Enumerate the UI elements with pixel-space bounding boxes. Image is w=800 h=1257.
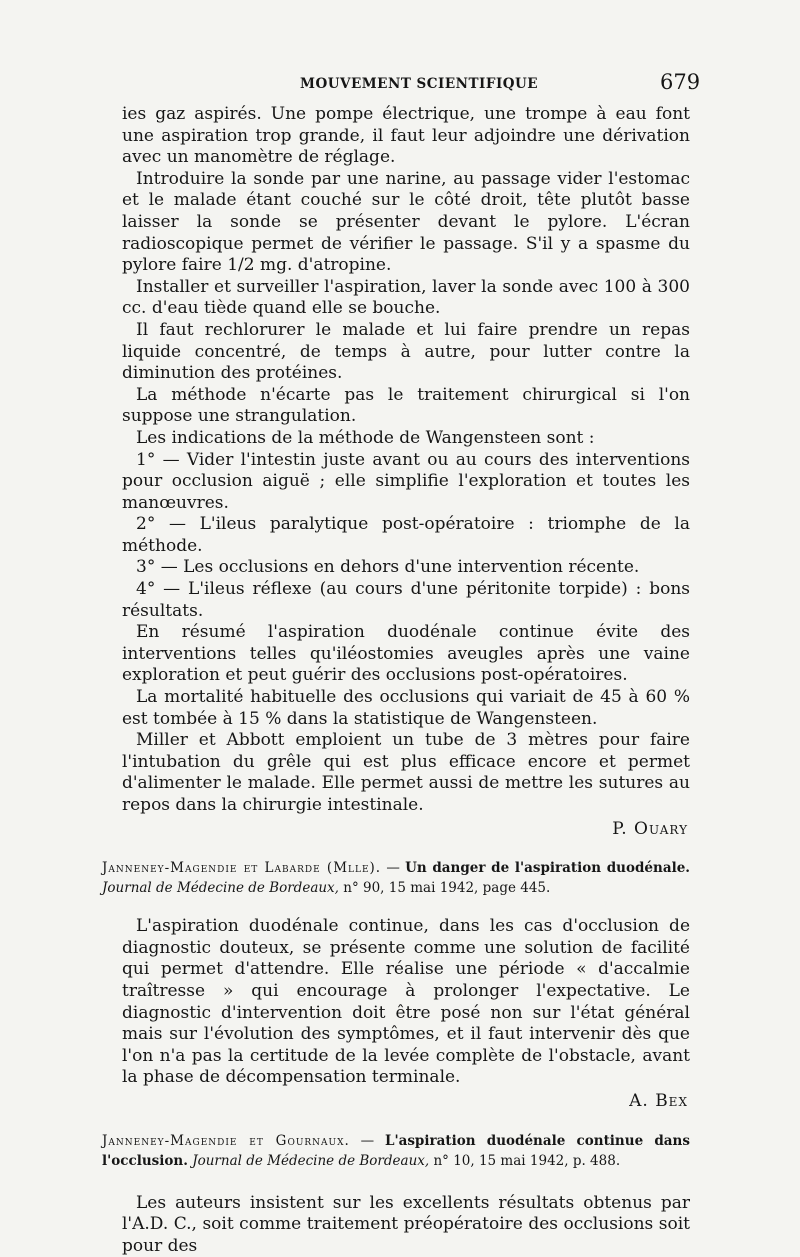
paragraph: Il faut rechlorurer le malade et lui faire prendre un repas liquide concentré, de temps à autre, pour lutter contre la diminution des protéines. — [122, 319, 690, 384]
paragraph: Installer et surveiller l'aspiration, laver la sonde avec 100 à 300 cc. d'eau tiède quand elle se bouche. — [122, 276, 690, 319]
indication-item: 4° — L'ileus réflexe (au cours d'une péritonite torpide) : bons résultats. — [122, 579, 690, 621]
paragraph: Miller et Abbott emploient un tube de 3 mètres pour faire l'intubation du grêle qui est plus efficace encore et permet d'alimenter le malade. Elle permet aussi de mettre les sutures au repos dans la chirurgie intestinale. — [122, 730, 690, 815]
paragraph: En résumé l'aspiration duodénale continue évite des interventions telles qu'iléostomies aveugles après une vaine exploration et peut guérir des occlusions post-opératoires. — [122, 622, 690, 686]
paragraph: ies gaz aspirés. Une pompe électrique, une trompe à eau font une aspiration trop grande, il faut leur adjoindre une dérivation avec un manomètre de réglage. — [122, 104, 690, 168]
page-header — [0, 70, 800, 100]
reference-details: n° 90, 15 mai 1942, page 445. — [343, 880, 551, 897]
paragraph: La méthode n'écarte pas le traitement chirurgical si l'on suppose une strangulation. — [122, 384, 690, 427]
reference-citation — [102, 1131, 690, 1171]
paragraph: Introduire la sonde par une narine, au passage vider l'estomac et le malade étant couché sur le côté droit, tête plutôt basse laisser la sonde se présenter devant le pylore. L'écran radioscopique permet de vérifier le passage. S'il y a spasme du pylore faire 1/2 mg. d'atropine. — [122, 168, 690, 276]
reference-authors: Janneney-Magendie et Gournaux. — [102, 1132, 350, 1149]
running-title: MOUVEMENT SCIENTIFIQUE — [300, 76, 539, 92]
author-signature: A. Bex — [629, 1090, 688, 1111]
reference-details: n° 10, 15 mai 1942, p. 488. — [433, 1152, 621, 1169]
reference-dash: — — [349, 1132, 385, 1149]
indication-item: 1° — Vider l'intestin juste avant ou au cours des interventions pour occlusion aiguë ; elle simplifie l'exploration et toutes les manœuvres. — [122, 449, 690, 513]
paragraph: La mortalité habituelle des occlusions qui variait de 45 à 60 % est tombée à 15 % dans la statistique de Wangensteen. — [122, 687, 690, 729]
paragraph: Les auteurs insistent sur les excellents résultats obtenus par l'A.D. C., soit comme traitement préopératoire des occlusions soit pour des — [122, 1192, 690, 1256]
reference-title: L'aspiration duodénale continue dans l'occlusion. — [102, 1132, 690, 1169]
reference-journal: Journal de Médecine de Bordeaux, — [102, 880, 339, 897]
article-danger-aspiration — [122, 916, 690, 1112]
page-body — [102, 104, 690, 1257]
indication-item: 3° — Les occlusions en dehors d'une intervention récente. — [136, 557, 640, 578]
reference-title: Un danger de l'aspiration duodénale. — [405, 860, 690, 877]
reference-journal: Journal de Médecine de Bordeaux, — [192, 1152, 430, 1169]
reference-dash: — — [381, 860, 406, 877]
author-signature: P. Ouary — [612, 818, 688, 839]
article-wangensteen-method — [122, 104, 690, 840]
reference-citation — [102, 858, 690, 898]
indication-item: 2° — L'ileus paralytique post-opératoire : triomphe de la méthode. — [122, 514, 690, 556]
paragraph: Les indications de la méthode de Wangensteen sont : — [136, 427, 595, 448]
article-continuous-aspiration — [122, 1193, 690, 1257]
page-number: 679 — [660, 70, 701, 94]
paragraph: L'aspiration duodénale continue, dans les cas d'occlusion de diagnostic douteux, se présente comme une solution de facilité qui permet d'attendre. Elle réalise une période « d'accalmie traîtresse » qui encourage à prolonger l'expectative. Le diagnostic d'intervention doit être posé non sur l'état général mais sur l'évolution des symptômes, et il faut intervenir dès que l'on n'a pas la certitude de la levée complète de l'obstacle, avant la phase de décompensation terminale. — [122, 916, 690, 1088]
reference-authors: Janneney-Magendie et Labarde (Mlle). — [102, 860, 382, 877]
